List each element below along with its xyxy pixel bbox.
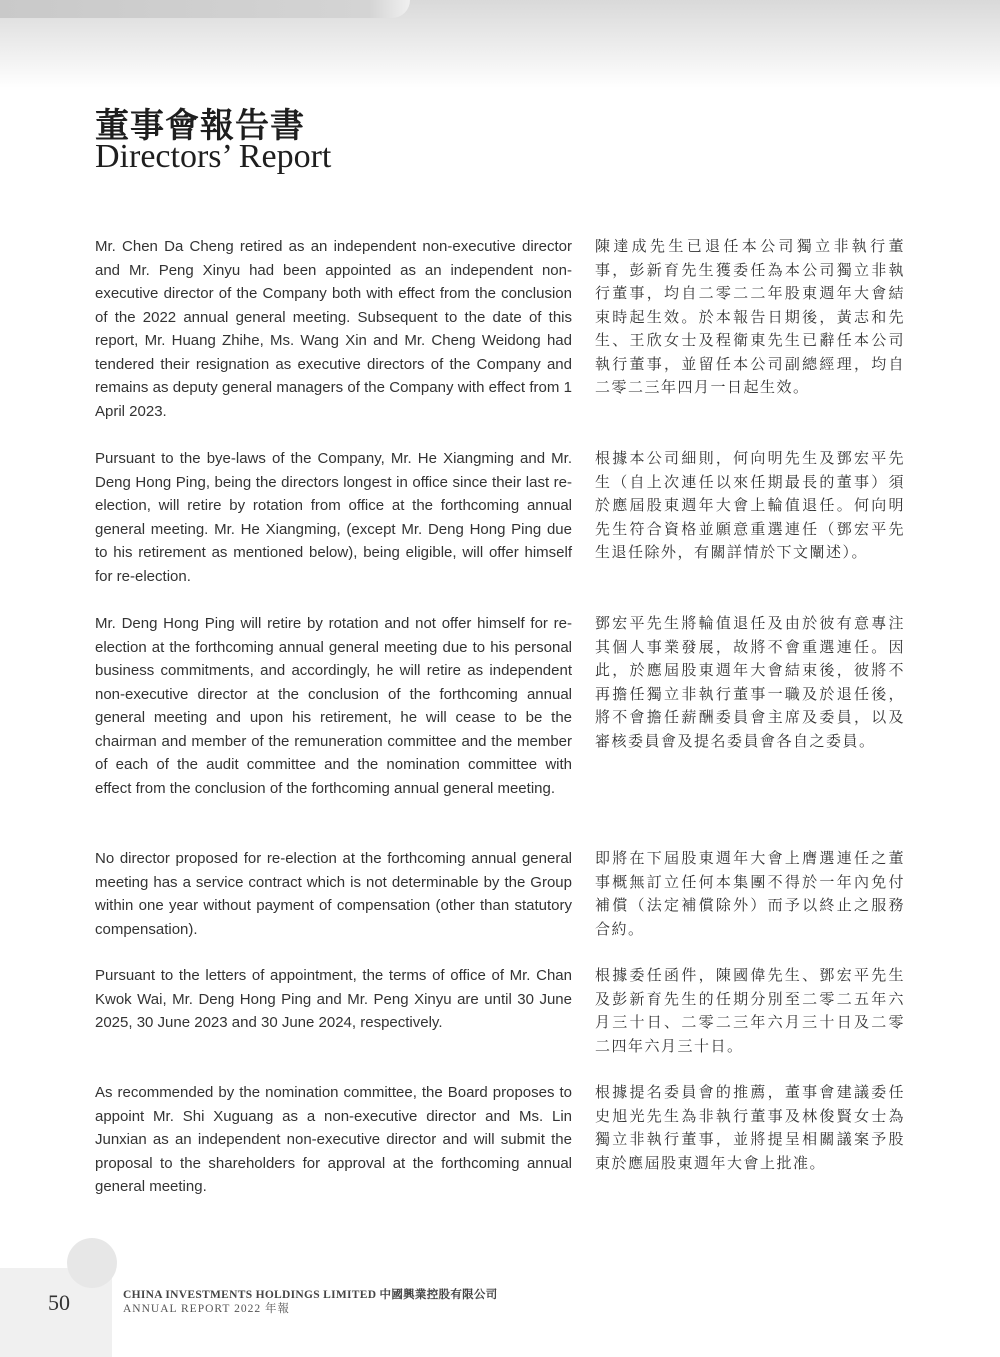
page-number: 50 bbox=[48, 1290, 70, 1315]
footer-company-name: CHINA INVESTMENTS HOLDINGS LIMITED 中國興業控股有限公司 bbox=[123, 1289, 498, 1301]
page-title-chinese: 董事會報告書 bbox=[95, 106, 305, 146]
paragraph-chinese-2: 根據本公司細則，何向明先生及鄧宏平先生（自上次連任以來任期最長的董事）須於應屆股東週年大會上輪值退任。何向明先生符合資格並願意重選連任（鄧宏平先生退任除外，有關詳情於下文闡述）。 bbox=[595, 449, 905, 561]
header-shine bbox=[0, 0, 410, 18]
paragraph-chinese-5: 根據委任函件，陳國偉先生、鄧宏平先生及彭新育先生的任期分別至二零二五年六月三十日、二零二三年六月三十日及二零二四年六月三十日。 bbox=[595, 966, 905, 1055]
footer-report-title: ANNUAL REPORT 2022 年報 bbox=[123, 1303, 290, 1315]
paragraph-chinese-3: 鄧宏平先生將輪值退任及由於彼有意專注其個人事業發展，故將不會重選連任。因此，於應屆股東週年大會結束後，彼將不再擔任獨立非執行董事一職及於退任後，將不會擔任薪酬委員會主席及委員，以及審核委員會及提名委員會各自之委員。 bbox=[595, 614, 905, 750]
paragraph-english-5: Pursuant to the letters of appointment, the terms of office of Mr. Chan Kwok Wai, Mr. Deng Hong Ping and Mr. Peng Xinyu are until 30 June 2025, 30 June 2023 and 30 June 2024, respectively. bbox=[95, 967, 572, 1031]
paragraph-english-6: As recommended by the nomination committee, the Board proposes to appoint Mr. Shi Xuguang as a non-executive director and Ms. Lin Junxian as an independent non-executive director and will submit the proposal to the shareholders for approval at the forthcoming annual general meeting. bbox=[95, 1084, 572, 1195]
paragraph-chinese-4: 即將在下屆股東週年大會上膺選連任之董事概無訂立任何本集團不得於一年內免付補償（法定補償除外）而予以終止之服務合約。 bbox=[595, 849, 905, 938]
footer-circle-decoration bbox=[67, 1238, 117, 1288]
page-title-english: Directors’ Report bbox=[95, 138, 332, 175]
paragraph-english-3: Mr. Deng Hong Ping will retire by rotation and not offer himself for re-election at the forthcoming annual general meeting due to his personal business commitments, and accordingly, he will retire as independent non-executive director at the conclusion of the forthcoming annual general meeting and upon his retirement, he will cease to be the chairman and member of the remuneration committee and the member of each of the audit committee and the nomination committee with effect from the conclusion of the forthcoming annual general meeting. bbox=[95, 615, 572, 797]
paragraph-english-2: Pursuant to the bye-laws of the Company, Mr. He Xiangming and Mr. Deng Hong Ping, being the directors longest in office since their last re-election, will retire by rotation from office at the forthcoming annual general meeting. Mr. He Xiangming, (except Mr. Deng Hong Ping due to his retirement as mentioned below), being eligible, will offer himself for re-election. bbox=[95, 450, 572, 585]
paragraph-english-1: Mr. Chen Da Cheng retired as an independent non-executive director and Mr. Peng Xinyu had been appointed as an independent non-executive director of the Company both with effect from the conclusion of the 2022 annual general meeting. Subsequent to the date of this report, Mr. Huang Zhihe, Ms. Wang Xin and Mr. Cheng Weidong had tendered their resignation as executive directors of the Company and remains as deputy general managers of the Company with effect from 1 April 2023. bbox=[95, 238, 572, 420]
paragraph-chinese-1: 陳達成先生已退任本公司獨立非執行董事，彭新育先生獲委任為本公司獨立非執行董事，均自二零二二年股東週年大會結束時起生效。於本報告日期後，黃志和先生、王欣女士及程衛東先生已辭任本公司執行董事，並留任本公司副總經理，均自二零二三年四月一日起生效。 bbox=[595, 237, 905, 396]
paragraph-chinese-6: 根據提名委員會的推薦，董事會建議委任史旭光先生為非執行董事及林俊賢女士為獨立非執行董事，並將提呈相關議案予股東於應屆股東週年大會上批准。 bbox=[595, 1083, 905, 1172]
paragraph-english-4: No director proposed for re-election at the forthcoming annual general meeting has a service contract which is not determinable by the Group within one year without payment of compensation (other than statutory compensation). bbox=[95, 850, 572, 938]
